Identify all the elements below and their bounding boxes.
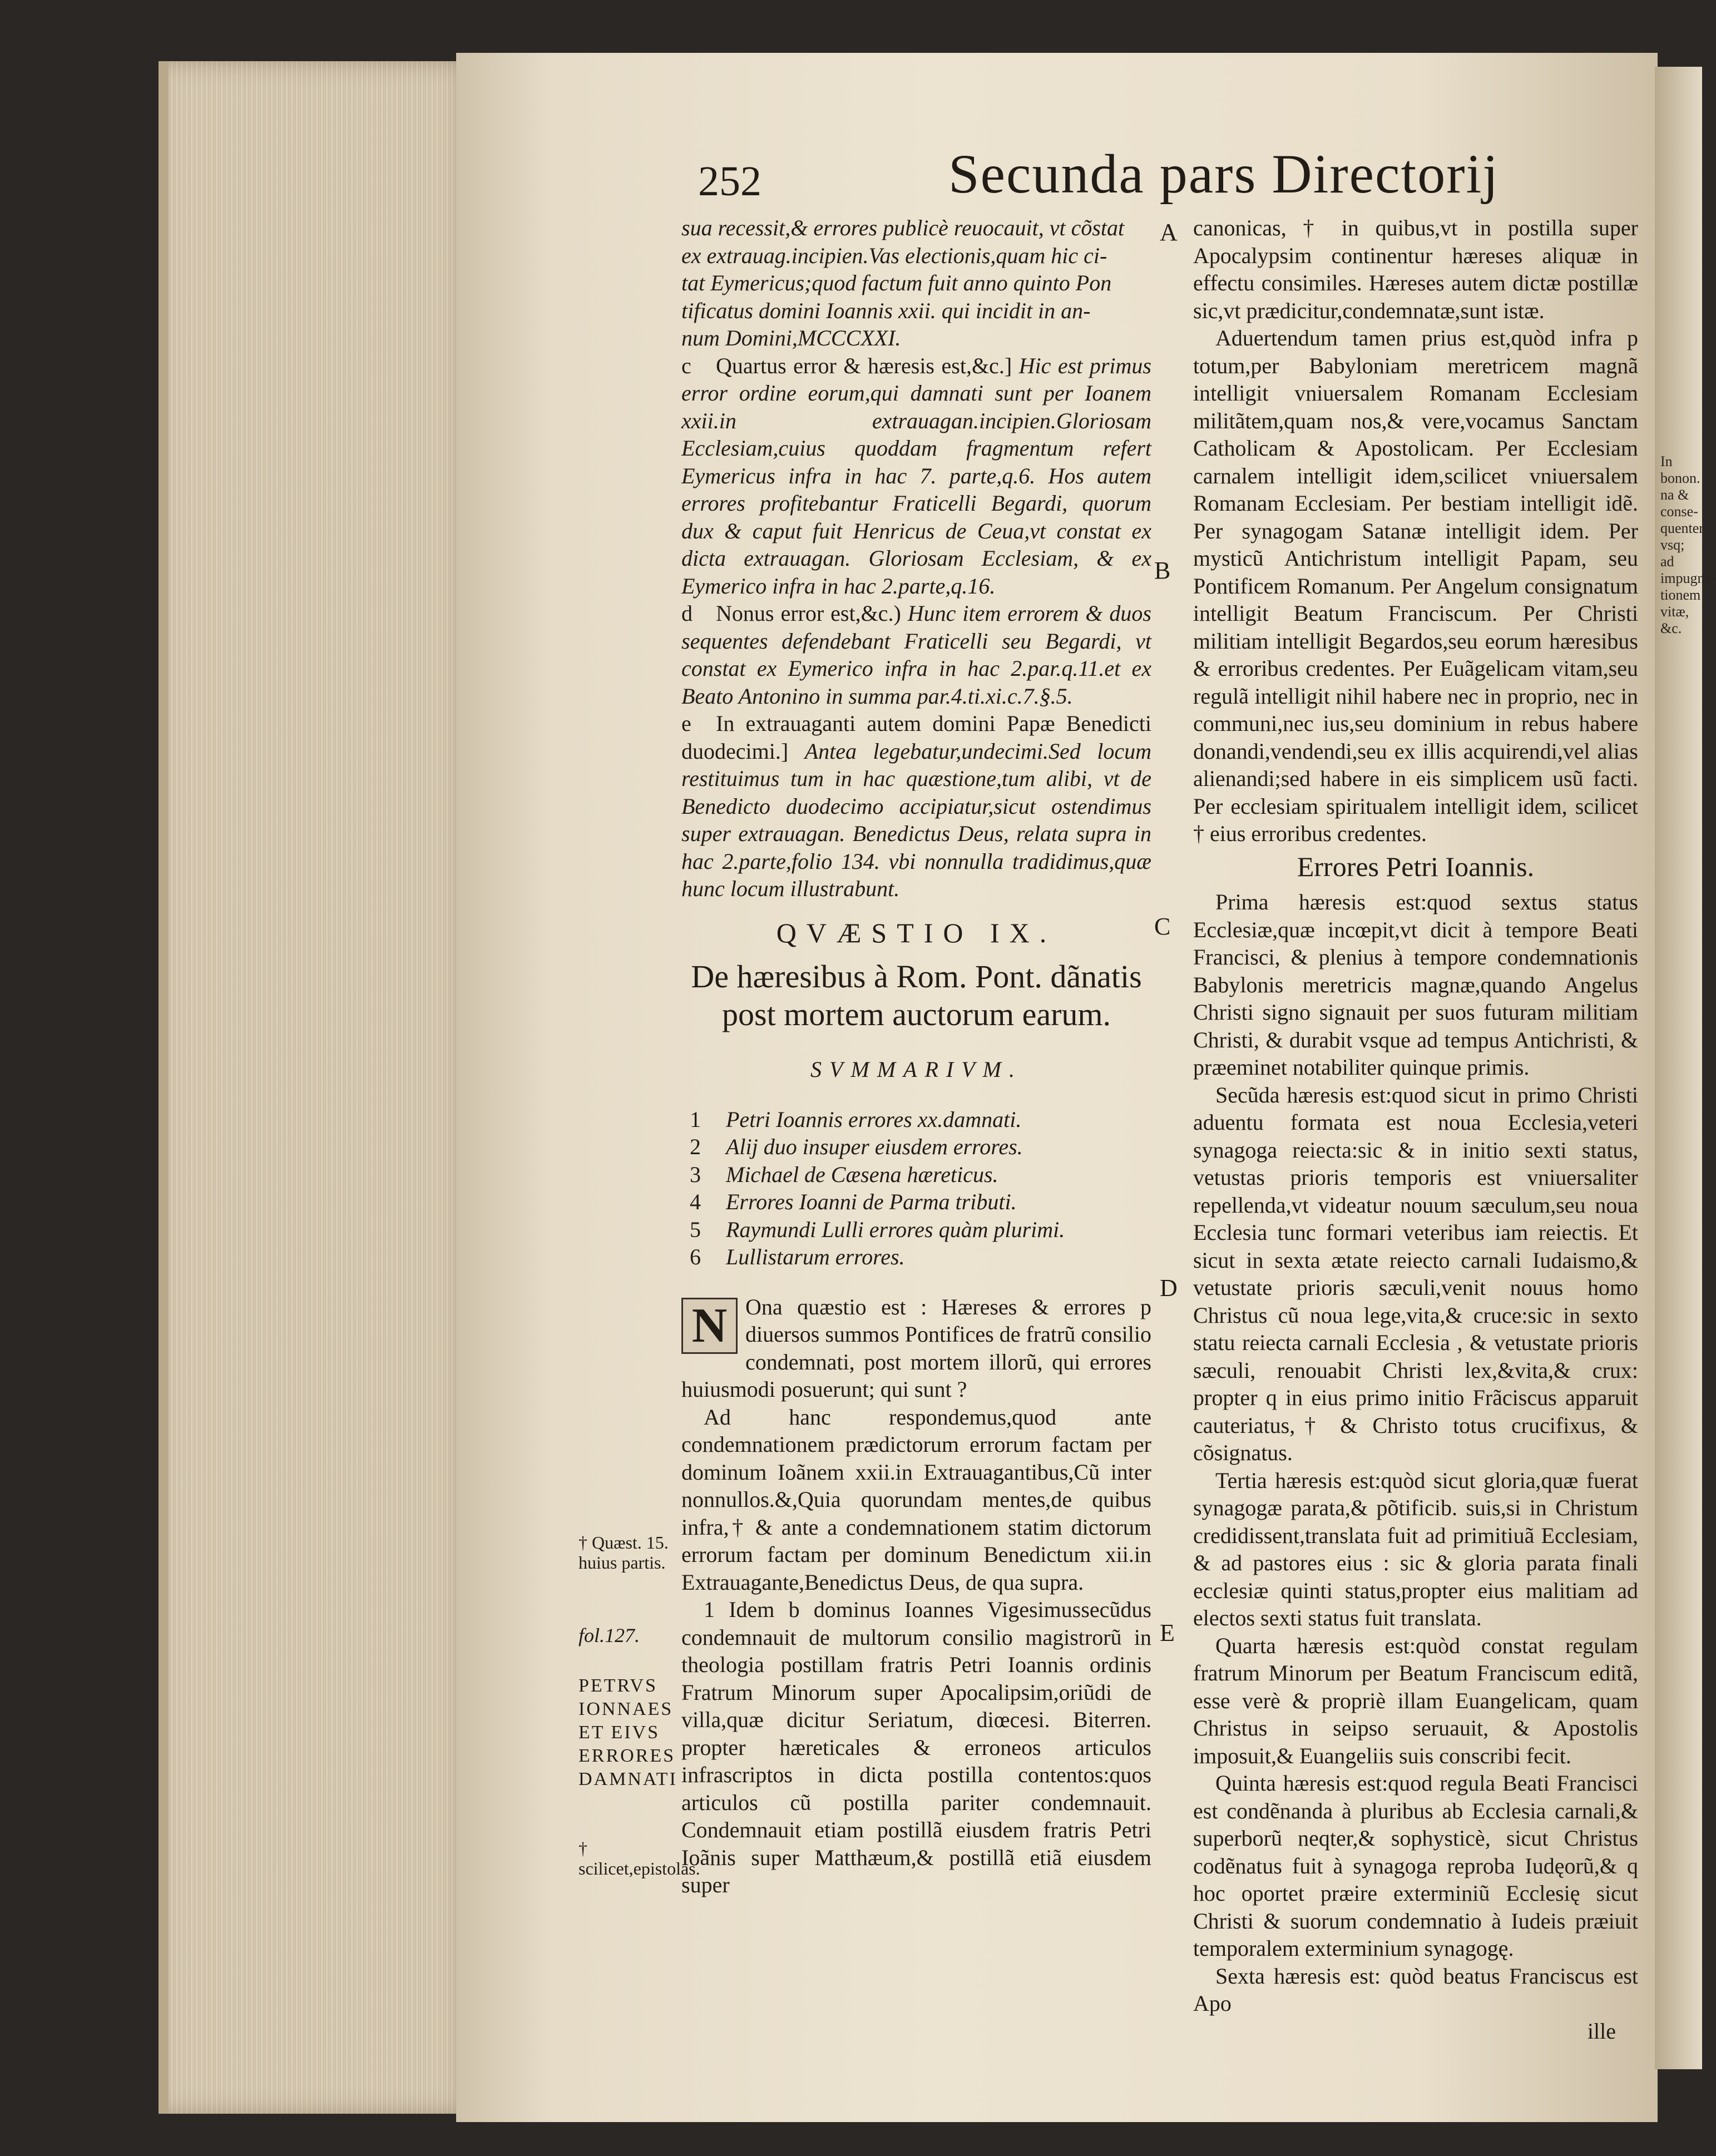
note-text: Antea legebatur,undecimi.Sed locum restituimus tum in hac quæstione,tum alibi, vt de Benedicto duodecimo accipiatur,sicut ostendimus super extrauagan. Benedictus Deus, relata supra in hac 2.parte,folio 134. vbi nonnulla tradidimus,quæ hunc locum illustrabunt. — [681, 738, 1152, 901]
marginal-note: † scilicet,epistolas. — [578, 1838, 700, 1878]
section-letter: D — [1160, 1274, 1178, 1302]
note-letter: e — [681, 711, 691, 736]
running-head — [698, 142, 1660, 209]
summary-text: Raymundi Lulli errores quàm plurimi. — [726, 1217, 1065, 1242]
summary-text: Alij duo insuper eiusdem errores. — [726, 1134, 1023, 1159]
summary-number: 6 — [690, 1244, 701, 1269]
section-heading: Errores Petri Ioannis. — [1297, 850, 1535, 882]
heresy-paragraph: Quinta hæresis est:quod regula Beati Francisci est condẽnanda à pluribus ab Ecclesia carnali,& superborũ neqter,& sophysticè, sicut Christus codẽnatus fuit à synagoga reproba Iudęorũ,& q hoc oportet præire exterminiũ Ecclesię sicut Christi & suorum condemnatio à Iudeis præiuit temporalem exterminium synagogę. — [1193, 1771, 1638, 1961]
summary-heading: SVMMARIVM. — [810, 1057, 1022, 1082]
facing-page-line: na & conse- — [1660, 487, 1698, 520]
running-title: Secunda pars Directorij — [948, 143, 1500, 205]
heresy-paragraph: Sexta hæresis est: quòd beatus Franciscus est Apo — [1193, 1963, 1638, 2016]
facing-page-note — [1660, 453, 1716, 637]
note-letter: d — [681, 601, 693, 626]
text-line: num Domini,MCCCXXI. — [681, 325, 901, 350]
note-text: Hic est primus error ordine eorum,qui damnati sunt per Ioanem xxii.in extrauagan.incipien.Gloriosam Ecclesiam,cuius quoddam fragmentum refert Eymericus infra in hac 7. parte,q.6. Hos autem errores profitebantur Fraticelli Begardi, quorum dux & caput fuit Henricus de Ceua,vt constat ex dicta extrauagan. Gloriosam Ecclesiam, & ex Eymerico infra in hac 2.parte,q.16. — [681, 353, 1151, 599]
facing-page-line: tionem vitæ, — [1660, 587, 1701, 620]
summary-text: Michael de Cæsena hæreticus. — [726, 1161, 998, 1187]
facing-page-edge — [1655, 67, 1716, 2069]
summary-item — [681, 1161, 1151, 1189]
summary-number: 4 — [690, 1189, 701, 1214]
note-lead: Nonus error est,&c.) — [716, 601, 901, 626]
dropcap-initial: N — [681, 1298, 738, 1354]
summary-text: Petri Ioannis errores xx.damnati. — [726, 1106, 1022, 1132]
note-letter: c — [681, 353, 691, 378]
note-c — [681, 352, 1151, 600]
summary-item — [681, 1106, 1151, 1134]
heresy-paragraph: Prima hæresis est:quod sextus status Ecclesiæ,quæ incœpit,vt dicit à tempore Beati Francisci, & plenius à tempore condemnationis Babylonis meretricis magnæ,quando Angelus Christi signo signauit per suos futuram militiam Christi, & durabit vsque ad tempus Antichristi, & præeminet notabiliter quinque primis. — [1193, 889, 1638, 1080]
marginal-folio: fol.127. — [578, 1624, 640, 1646]
catchword: ille — [1587, 2018, 1616, 2044]
summary-number: 1 — [690, 1106, 701, 1132]
body-text: Ona quæstio est : Hæreses & errores p diuersos summos Pontifices de fratrũ consilio condemnati, post mortem illorũ, qui errores huiusmodi posuerunt; qui sunt ? — [681, 1294, 1151, 1402]
summary-item — [681, 1216, 1151, 1244]
left-text-column — [681, 214, 1151, 1899]
text-line: tificatus domini Ioannis xxii. qui incidit in an- — [681, 298, 1091, 323]
facing-page-line: ad impugna- — [1660, 553, 1716, 586]
page-number: 252 — [698, 158, 761, 205]
marginal-reference: † Quæst. 15. huius partis. — [578, 1532, 669, 1573]
marginal-heading: PETRVS IONNAES ET EIVS ERRORES DAMNATI — [578, 1675, 678, 1789]
summary-list — [681, 1106, 1151, 1271]
section-letter: C — [1154, 913, 1171, 940]
facing-page-line: In bonon. — [1660, 453, 1700, 486]
section-letter: E — [1160, 1619, 1175, 1646]
summary-text: Lullistarum errores. — [726, 1244, 905, 1269]
right-text-column — [1193, 214, 1638, 2045]
page-block-edge — [159, 61, 480, 2114]
heresy-paragraph: Quarta hæresis est:quòd constat regulam fratrum Minorum per Beatum Franciscum editã, esse verè & propriè illam Euangelicam, quam Christus in seipso seruauit, & Apostolis imposuit,& Euangeliis suis conscribi fecit. — [1193, 1633, 1638, 1768]
heresy-paragraph: Tertia hæresis est:quòd sicut gloria,quæ fuerat synagogæ parata,& põtificib. suis,si in Christum credidissent,translata fuit ad primitiuã Ecclesiam, & ad pastores eius : sic & gloria parata finali ecclesiæ quinti status,propter eius malitiam ad electos sexti status fuit translata. — [1193, 1467, 1638, 1630]
summary-number: 5 — [690, 1217, 701, 1242]
section-letter: B — [1154, 557, 1171, 584]
facing-page-line: quenter vsq; — [1660, 520, 1704, 553]
body-paragraph: 1 Idem b dominus Ioannes Vigesimussecũdus condemnauit de multorum consilio magistrorũ in theologia postillam fratris Petri Ioannis ordinis Fratrum Minorum super Apocalipsim,oriũdi de villa,quæ dicitur Seriatum, diœcesi. Biterren. propter hæreticales & erroneos articulos infrascriptos in dicta postilla contentos:quos articulos cũ postilla pariter condemnauit. Condemnauit etiam postillã eiusdem fratris Petri Ioãnis super Matthæum,& postillã etiã eiusdem super — [681, 1597, 1151, 1897]
section-letter: A — [1160, 219, 1178, 246]
text-line: tat Eymericus;quod factum fuit anno quinto Pon — [681, 270, 1112, 295]
facing-page-line: &c. — [1660, 620, 1682, 636]
summary-number: 3 — [690, 1161, 701, 1187]
body-paragraph: canonicas, † in quibus,vt in postilla super Apocalypsim continentur hæreses aliquæ in effectu consimiles. Hæreses autem dictæ postillæ sic,vt prædicitur,condemnatæ,sunt istæ. — [1193, 215, 1638, 323]
note-lead: Quartus error & hæresis est,&c.] — [716, 353, 1012, 378]
summary-number: 2 — [690, 1134, 701, 1159]
body-paragraph: Ad hanc respondemus,quod ante condemnationem prædictorum errorum factam per dominum Ioãnem xxii.in Extrauagantibus,Cũ inter nonnullos.&,Quia quorundam mentes,de quibus infra,† & ante a condemnationem statim dictorum errorum factam per dominum Benedictum xii.in Extrauagante,Benedictus Deus, de qua supra. — [681, 1404, 1151, 1595]
note-text: Hunc item errorem & duos sequentes defendebant Fraticelli seu Begardi, vt constat ex Eymerico infra in hac 2.par.q.11.et ex Beato Antonino in summa par.4.ti.xi.c.7.§.5. — [681, 601, 1151, 709]
heresy-paragraph: Secũda hæresis est:quod sicut in primo Christi aduentu formata est noua Ecclesia,veteri synagoga reiecta:sic & in initio sexti status, vetustas prioris temporis est vniuersaliter repellenda,vt videatur nouum sæculum,seu noua Ecclesia tunc formari veteribus iam reiectis. Et sicut in sexta ætate reiecto carnali Iudaismo,& vetustate prioris sæculi,venit nouus homo Christus cũ noua lege,vita,& cruce:sic in sexto statu reiecta carnali Ecclesia , & vetustate prioris sæculi, renouabit Christi lex,&vita,& crux: propter q in eius primo initio Frãciscus apparuit cauteriatus,† & Christo totus crucifixus, & cõsignatus. — [1193, 1082, 1638, 1465]
note-d — [681, 600, 1151, 710]
question-heading: QVÆSTIO IX. — [776, 917, 1057, 948]
note-e — [681, 710, 1151, 903]
summary-item — [681, 1243, 1151, 1271]
body-paragraph: Aduertendum tamen prius est,quòd infra p totum,per Babyloniam meretricem magnã intelligit vniuersalem Romanam Ecclesiam militãtem,quam nos,& vere,vocamus Sanctam Catholicam & Apostolicam. Per Ecclesiam carnalem intelligit idem,scilicet vniuersalem Romanam Ecclesiam. Per bestiam intelligit idẽ. Per synagogam Satanæ intelligit idem. Per mysticũ Antichristum intelligit Papam, seu Pontificem Romanum. Per Angelum consignatum intelligit Beatum Franciscum. Per Christi militiam intelligit Begardos,seu eorum hæresibus & erroribus credentes. Per Euãgelicam vitam,seu regulã intelligit nihil habere nec in proprio, nec in communi,nec ius,seu dominium in rebus habere donandi,vendendi,seu ex illis acquirendi,vel alias alienandi;sed habere in eis simplicem usũ facti. Per ecclesiam spiritualem intelligit idem, scilicet † eius erroribus credentes. — [1193, 325, 1638, 846]
text-line: sua recessit,& errores publicè reuocauit, vt cõstat — [681, 215, 1125, 240]
text-line: ex extrauag.incipien.Vas electionis,quam hic ci- — [681, 243, 1107, 268]
summary-item — [681, 1133, 1151, 1161]
summary-text: Errores Ioanni de Parma tributi. — [726, 1189, 1017, 1214]
question-title: De hæresibus à Rom. Pont. dãnatis post mortem auctorum earum. — [691, 958, 1142, 1032]
body-paragraph — [681, 1293, 1151, 1403]
note-lead: In extrauaganti autem domini Papæ Benedicti duodecimi.] — [681, 711, 1151, 764]
summary-item — [681, 1188, 1151, 1216]
